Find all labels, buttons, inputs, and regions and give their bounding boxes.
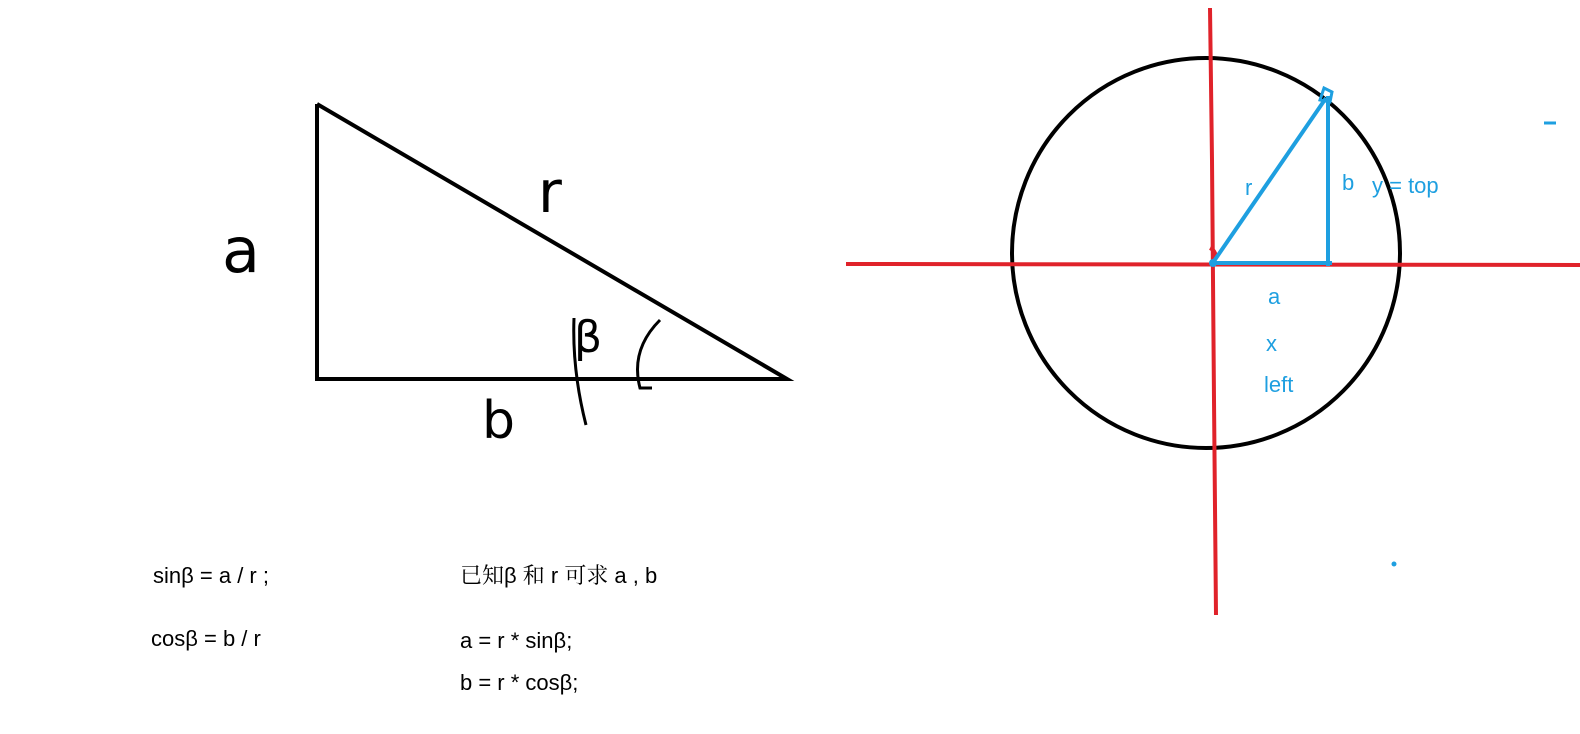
triangle-label-r: r xyxy=(538,158,562,226)
circle-outline xyxy=(1012,58,1400,448)
formula-a-equation: a = r * sinβ; xyxy=(460,628,573,653)
radius-line xyxy=(1212,98,1326,264)
circle-label-y-top: y = top xyxy=(1372,173,1439,198)
triangle-edges xyxy=(317,104,787,379)
formulas xyxy=(151,563,657,695)
formula-b-equation: b = r * cosβ; xyxy=(460,670,579,695)
triangle-label-beta: β xyxy=(574,312,603,363)
circle-label-x: x xyxy=(1266,331,1277,356)
formula-known: 已知β 和 r 可求 a , b xyxy=(460,563,658,588)
point-marker xyxy=(1320,88,1332,102)
origin-point xyxy=(1209,259,1217,267)
right-triangle xyxy=(222,104,787,451)
circle-label-b: b xyxy=(1342,170,1355,195)
stray-dot xyxy=(1392,562,1397,567)
circle-diagram xyxy=(846,8,1580,615)
triangle-label-a: a xyxy=(222,214,260,287)
circle-label-left: left xyxy=(1264,372,1294,397)
y-axis xyxy=(1210,8,1216,615)
circle-label-a: a xyxy=(1268,284,1281,309)
formula-sin: sinβ = a / r ; xyxy=(153,563,269,588)
circle-label-r: r xyxy=(1245,175,1253,200)
formula-cos: cosβ = b / r xyxy=(151,626,261,651)
triangle-label-b: b xyxy=(482,391,516,451)
